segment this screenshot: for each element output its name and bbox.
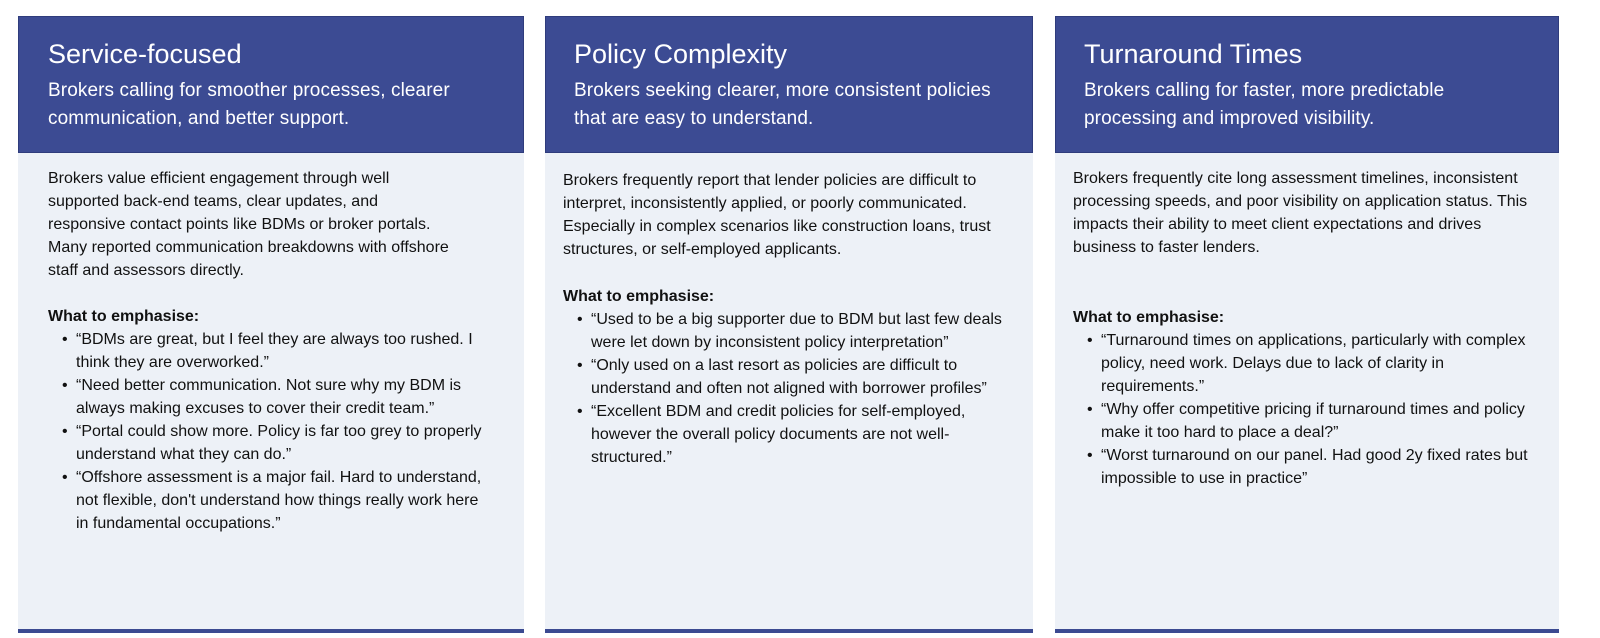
card-description: Brokers frequently report that lender policies are difficult to interpret, inconsistently applied, or poorly communicated. Especially in complex scenarios like construction loans, trust structures, or self-employed applicants. xyxy=(563,172,991,258)
card-title: Service-focused xyxy=(48,39,242,69)
card-policy-complexity xyxy=(545,16,1033,633)
list-item: • “Need better communication. Not sure why my BDM is always making excuses to cover their credit team.” xyxy=(48,374,488,420)
card-description: Brokers frequently cite long assessment timelines, inconsistent processing speeds, and poor visibility on application status. This impacts their ability to meet client expectations and drives business to faster lenders. xyxy=(1073,170,1528,256)
list-item: • “Why offer competitive pricing if turnaround times and policy make it too hard to place a deal?” xyxy=(1073,398,1533,444)
list-item: • “Turnaround times on applications, particularly with complex policy, need work. Delays due to lack of clarity in requirements.” xyxy=(1073,329,1533,398)
card-body xyxy=(545,153,1033,469)
list-item: • “BDMs are great, but I feel they are always too rushed. I think they are overworked.” xyxy=(48,328,488,374)
emphasis-heading: What to emphasise: xyxy=(48,308,200,325)
list-item: • “Portal could show more. Policy is far too grey to properly understand what they can do.” xyxy=(48,420,488,466)
card-header xyxy=(1055,16,1559,153)
quote-list xyxy=(1073,329,1533,490)
card-subtitle: Brokers calling for smoother processes, clearer communication, and better support. xyxy=(48,80,450,129)
list-item: • “Worst turnaround on our panel. Had good 2y fixed rates but impossible to use in practice” xyxy=(1073,444,1533,490)
quote-list xyxy=(48,328,488,535)
card-title: Turnaround Times xyxy=(1084,39,1303,69)
card-service-focused xyxy=(18,16,524,633)
list-item: • “Excellent BDM and credit policies for self-employed, however the overall policy documents are not well-structured.” xyxy=(563,400,1015,469)
card-turnaround-times xyxy=(1055,16,1559,633)
card-body xyxy=(18,153,524,535)
list-item: • “Only used on a last resort as policies are difficult to understand and often not aligned with borrower profiles” xyxy=(563,354,1015,400)
list-item: • “Used to be a big supporter due to BDM but last few deals were let down by inconsistent policy interpretation” xyxy=(563,308,1015,354)
emphasis-heading: What to emphasise: xyxy=(1073,309,1225,326)
card-header xyxy=(545,16,1033,153)
emphasis-heading: What to emphasise: xyxy=(563,288,715,305)
card-header xyxy=(18,16,524,153)
card-subtitle: Brokers seeking clearer, more consistent policies that are easy to understand. xyxy=(574,80,991,129)
card-body xyxy=(1055,153,1559,490)
list-item: • “Offshore assessment is a major fail. Hard to understand, not flexible, don't understand how things really work here in fundamental occupations.” xyxy=(48,466,488,535)
quote-list xyxy=(563,308,1015,469)
card-subtitle: Brokers calling for faster, more predictable processing and improved visibility. xyxy=(1084,80,1445,129)
card-title: Policy Complexity xyxy=(574,39,788,69)
card-description: Brokers value efficient engagement through well supported back-end teams, clear updates, and responsive contact points like BDMs or broker portals. Many reported communication breakdowns with offshore staff and assessors directly. xyxy=(48,170,449,279)
